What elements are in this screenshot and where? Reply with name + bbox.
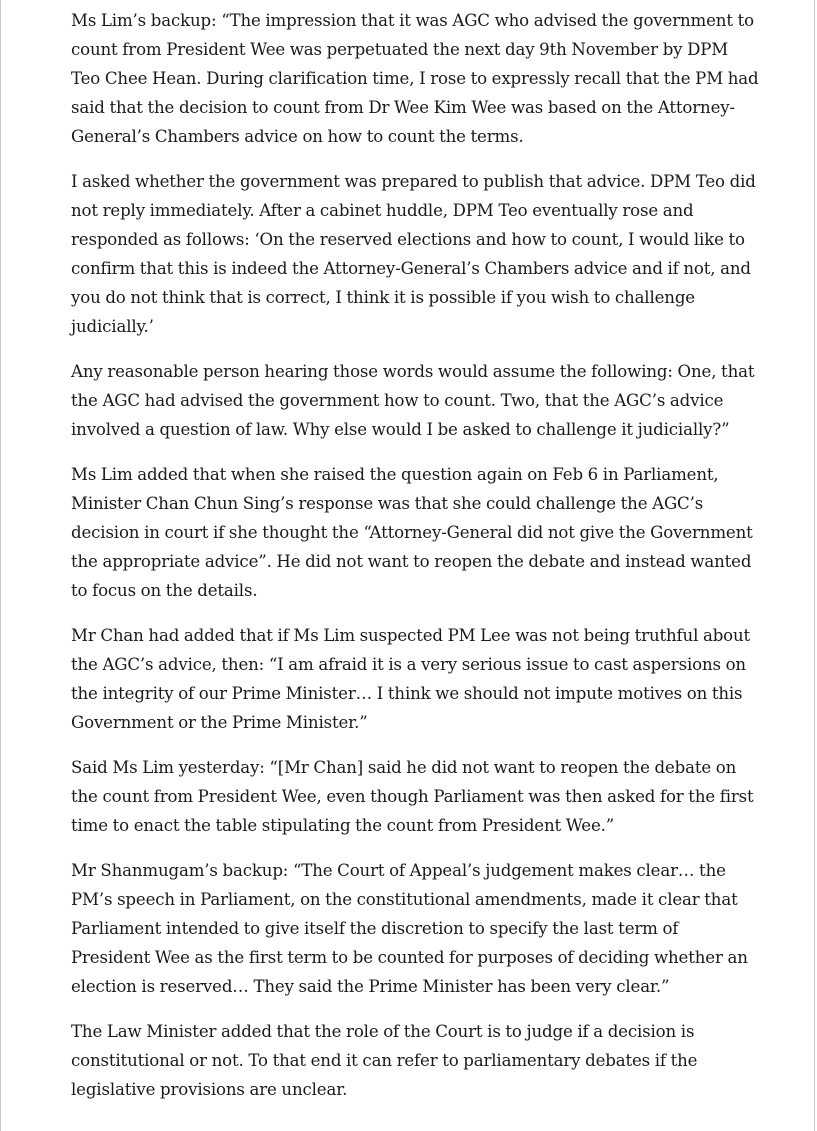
paragraph-law-minister: The Law Minister added that the role of the Court is to judge if a decision is constitutional or not. To that end it can refer to parliamentary debates if the legislative provisions are unclear. xyxy=(71,1022,698,1099)
paragraph-lim-backup: Ms Lim’s backup: “The impression that it was AGC who advised the government to count from President Wee was perpetuated the next day 9th November by DPM Teo Chee Hean. During clarification time, I rose to expressly recall that the PM had said that the decision to count from Dr Wee Kim Wee was based on the Attorney-General’s Chambers advice on how to count the terms. xyxy=(71,11,759,146)
paragraph-chan-aspersions: Mr Chan had added that if Ms Lim suspected PM Lee was not being truthful about the AGC’s advice, then: “I am afraid it is a very serious issue to cast aspersions on the integrity of our Prime Minister… I think we should not impute motives on this Government or the Prime Minister.” xyxy=(71,626,751,732)
paragraph-reasonable-person: Any reasonable person hearing those words would assume the following: One, that the AGC had advised the government how to count. Two, that the AGC’s advice involved a question of law. Why else would I be asked to challenge it judicially?” xyxy=(71,362,755,439)
paragraph-lim-feb6: Ms Lim added that when she raised the question again on Feb 6 in Parliament, Minister Chan Chun Sing’s response was that she could challenge the AGC’s decision in court if she thought the “Attorney-General did not give the Government the appropriate advice”. He did not want to reopen the debate and instead wanted to focus on the details. xyxy=(71,465,753,600)
paragraph-publish-advice: I asked whether the government was prepared to publish that advice. DPM Teo did not reply immediately. After a cabinet huddle, DPM Teo eventually rose and responded as follows: ‘On the reserved elections and how to count, I would like to confirm that this is indeed the Attorney-General’s Chambers advice and if not, and you do not think that is correct, I think it is possible if you wish to challenge judicially.’ xyxy=(71,172,756,336)
paragraph-lim-yesterday: Said Ms Lim yesterday: “[Mr Chan] said he did not want to reopen the debate on the count from President Wee, even though Parliament was then asked for the first time to enact the table stipulating the count from President Wee.” xyxy=(71,758,754,835)
article-body xyxy=(71,6,761,1120)
paragraph-shanmugam-backup: Mr Shanmugam’s backup: “The Court of Appeal’s judgement makes clear… the PM’s speech in Parliament, on the constitutional amendments, made it clear that Parliament intended to give itself the discretion to specify the last term of President Wee as the first term to be counted for purposes of deciding whether an election is reserved… They said the Prime Minister has been very clear.” xyxy=(71,861,748,996)
